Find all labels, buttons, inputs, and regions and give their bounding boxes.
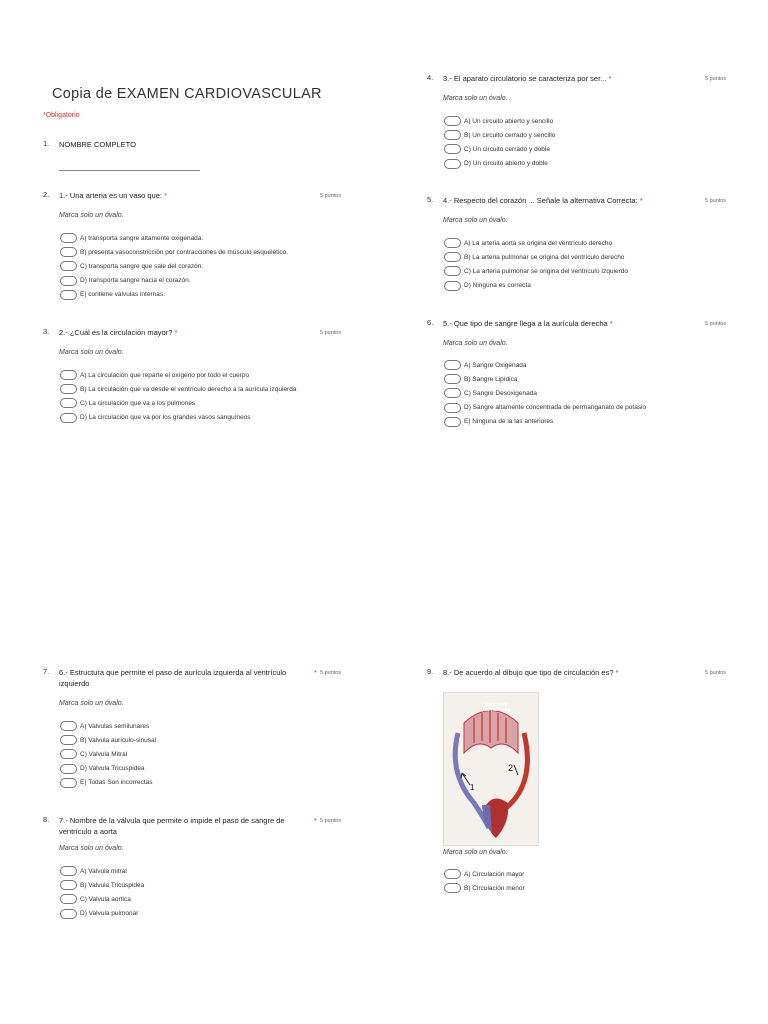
- option-label: D) Valvula Tricuspidea: [80, 765, 145, 773]
- question-number: 9.: [427, 667, 434, 676]
- option-label: D) La circulación que va por los grandes vasos sanguíneos: [80, 414, 251, 422]
- points-label: 5 puntos: [320, 330, 342, 336]
- radio-oval[interactable]: [60, 276, 77, 286]
- option-row[interactable]: [60, 878, 144, 892]
- radio-oval[interactable]: [444, 130, 461, 140]
- radio-oval[interactable]: [60, 370, 77, 380]
- required-note: *Obligatorio: [43, 112, 80, 119]
- required-star: *: [314, 816, 317, 825]
- option-row[interactable]: [60, 411, 251, 425]
- option-label: A) La arteria aorta se origina del ventrículo derecho: [464, 239, 613, 247]
- points-label: 5 puntos: [705, 670, 727, 676]
- radio-oval[interactable]: [444, 159, 461, 169]
- question-text: [443, 318, 693, 329]
- question-text-content: 5.- Que tipo de sangre llega a la aurícula derecha: [443, 319, 608, 328]
- option-row[interactable]: [444, 157, 548, 171]
- option-row[interactable]: [444, 401, 646, 415]
- question-number: 2.: [43, 190, 50, 199]
- option-row[interactable]: [60, 274, 191, 288]
- radio-oval[interactable]: [60, 721, 77, 731]
- question-text: [443, 73, 693, 84]
- option-label: B) presenta vasoconstricción por contracciones de músculo esquelético.: [80, 248, 289, 256]
- radio-oval[interactable]: [60, 247, 77, 257]
- question-number: 7.: [43, 667, 50, 676]
- question-text-content: 8.- De acuerdo al dibujo que tipo de circulación es?: [443, 668, 614, 677]
- radio-oval[interactable]: [60, 398, 77, 408]
- option-label: C) Valvula aortica: [80, 895, 131, 903]
- question-number: 5.: [427, 195, 434, 204]
- question-text: [59, 667, 299, 689]
- points-label: 5 puntos: [320, 670, 342, 676]
- points-label: 5 puntos: [320, 818, 342, 824]
- option-label: B) Valvula auriculo-sinusal: [80, 736, 157, 744]
- option-row[interactable]: [60, 259, 203, 273]
- radio-oval[interactable]: [444, 869, 461, 879]
- option-row[interactable]: [60, 907, 138, 921]
- option-label: A) Valvulas semilunares: [80, 722, 150, 730]
- question-number: 4.: [427, 73, 434, 82]
- option-row[interactable]: [60, 231, 203, 245]
- radio-oval[interactable]: [444, 144, 461, 154]
- circulation-diagram: [443, 692, 539, 846]
- option-label: E) Ninguna de la las anteriores: [464, 418, 554, 426]
- option-row[interactable]: [444, 250, 624, 264]
- question-text-content: 1.- Una arteria es un vaso que:: [59, 191, 162, 200]
- page-title: Copia de EXAMEN CARDIOVASCULAR: [52, 86, 322, 102]
- required-star: *: [609, 319, 613, 328]
- points-label: 5 puntos: [320, 193, 342, 199]
- radio-oval[interactable]: [60, 413, 77, 423]
- question-number: 3.: [43, 327, 50, 336]
- instruction-hint: Marca solo un óvalo.: [443, 340, 508, 347]
- question-text: [59, 190, 309, 201]
- question-number: 8.: [43, 815, 50, 824]
- points-label: 5 puntos: [705, 321, 727, 327]
- option-label: A) Un circuito abierto y sencillo: [464, 117, 554, 125]
- option-label: C) La circulación que va a los pulmones: [80, 399, 196, 407]
- question-text: [59, 327, 309, 338]
- instruction-hint: Marca solo un óvalo.: [59, 845, 124, 852]
- radio-oval[interactable]: [60, 749, 77, 759]
- option-row[interactable]: [444, 128, 555, 142]
- required-star: *: [314, 668, 317, 677]
- option-label: A) Circulación mayor: [464, 870, 525, 878]
- option-row[interactable]: [444, 114, 553, 128]
- option-row[interactable]: [60, 733, 156, 747]
- instruction-hint: Marca solo un óvalo.: [443, 849, 508, 856]
- instruction-hint: Marca solo un óvalo.: [59, 700, 124, 707]
- option-row[interactable]: [444, 358, 527, 372]
- option-row[interactable]: [444, 867, 524, 881]
- radio-oval[interactable]: [60, 866, 77, 876]
- option-row[interactable]: [444, 264, 628, 278]
- question-text-content: 3.- El aparato circulatorio se caracteriza por ser...: [443, 74, 607, 83]
- radio-oval[interactable]: [444, 388, 461, 398]
- instruction-hint: Marca solo un óvalo.: [59, 349, 124, 356]
- question-text-content: 2.- ¿Cuál es la circulación mayor?: [59, 328, 173, 337]
- option-label: D) Valvula pulmonar: [80, 910, 139, 918]
- radio-oval[interactable]: [444, 883, 461, 893]
- question-text: NOMBRE COMPLETO: [59, 140, 136, 149]
- instruction-hint: Marca solo un óvalo.: [443, 217, 508, 224]
- option-row[interactable]: [60, 892, 131, 906]
- instruction-hint: Marca solo un óvalo.: [59, 212, 124, 219]
- radio-oval[interactable]: [444, 281, 461, 291]
- radio-oval[interactable]: [60, 384, 77, 394]
- figure-arrow-label-2: 2: [508, 763, 514, 773]
- points-label: 5 puntos: [705, 76, 727, 82]
- option-label: C) Valvula Mitral: [80, 750, 128, 758]
- radio-oval[interactable]: [60, 909, 77, 919]
- radio-oval[interactable]: [444, 403, 461, 413]
- question-number: 1.: [43, 139, 50, 148]
- option-label: B) Un circuito cerrado y sencillo: [464, 131, 556, 139]
- option-label: A) Sangre Oxigenada: [464, 361, 527, 369]
- option-label: B) Valvula Tricuspidea: [80, 881, 145, 889]
- radio-oval[interactable]: [444, 116, 461, 126]
- radio-oval[interactable]: [444, 238, 461, 248]
- radio-oval[interactable]: [444, 374, 461, 384]
- required-star: *: [174, 328, 178, 337]
- required-star: *: [164, 191, 167, 200]
- option-row[interactable]: [60, 288, 165, 302]
- option-row[interactable]: [60, 864, 127, 878]
- question-text: [443, 195, 693, 206]
- option-label: E) Todas Son incorrectas: [80, 779, 153, 787]
- option-row[interactable]: [444, 386, 537, 400]
- option-label: D) Sangre altamente concentrada de permanganato de potasio: [464, 404, 647, 412]
- option-label: E) contiene válvulas internas.: [80, 291, 165, 299]
- circulation-illustration: [444, 693, 538, 845]
- radio-oval[interactable]: [444, 266, 461, 276]
- option-label: A) La circulación que reparte el oxígeno por todo el cuerpo: [80, 371, 250, 379]
- option-row[interactable]: [444, 881, 525, 895]
- option-label: A) Valvula mitral: [80, 867, 127, 875]
- option-label: D) Ninguna es correcta: [464, 282, 531, 290]
- radio-oval[interactable]: [444, 417, 461, 427]
- option-row[interactable]: [60, 719, 149, 733]
- radio-oval[interactable]: [60, 880, 77, 890]
- name-answer-field[interactable]: [59, 169, 200, 171]
- required-star: *: [615, 668, 619, 677]
- option-label: C) Sangre Desoxigenada: [464, 389, 537, 397]
- option-label: C) La arteria pulmonar se origina del ventrículo Izquierdo: [464, 267, 629, 275]
- question-text: [59, 815, 299, 837]
- required-star: *: [639, 196, 643, 205]
- option-label: B) La arteria pulmonar se origina del ventrículo derecho: [464, 253, 625, 261]
- radio-oval[interactable]: [444, 360, 461, 370]
- option-row[interactable]: [444, 372, 517, 386]
- option-label: C) Un circuito cerrado y doble: [464, 145, 550, 153]
- option-row[interactable]: [60, 396, 195, 410]
- question-text-content: 6.- Estructura que permite el paso de aurícula izquierda al ventrículo izquierdo: [59, 668, 287, 688]
- option-row[interactable]: [60, 762, 145, 776]
- question-text-content: 4.- Respecto del corazón ... Señale la alternativa Correcta:: [443, 196, 638, 205]
- option-row[interactable]: [60, 776, 153, 790]
- option-row[interactable]: [60, 245, 288, 259]
- option-label: B) Sangre Lipídica: [464, 375, 518, 383]
- option-label: A) transporta sangre altamente oxigenada.: [80, 234, 204, 242]
- radio-oval[interactable]: [60, 290, 77, 300]
- radio-oval[interactable]: [60, 233, 77, 243]
- option-row[interactable]: [60, 368, 249, 382]
- option-row[interactable]: [444, 415, 553, 429]
- option-row[interactable]: [444, 279, 531, 293]
- option-row[interactable]: [444, 236, 612, 250]
- radio-oval[interactable]: [60, 735, 77, 745]
- radio-oval[interactable]: [60, 764, 77, 774]
- question-number: 6.: [427, 318, 434, 327]
- option-label: C) transporta sangre que sale del corazón.: [80, 262, 204, 270]
- option-label: D) transporta sangre hacia el corazón.: [80, 277, 191, 285]
- radio-oval[interactable]: [60, 261, 77, 271]
- radio-oval[interactable]: [444, 252, 461, 262]
- radio-oval[interactable]: [60, 894, 77, 904]
- question-text: [443, 667, 693, 678]
- option-label: D) Un circuito abierto y doble: [464, 160, 548, 168]
- figure-caption: Capilares pulmonares: [481, 702, 511, 713]
- question-text-content: 7.- Nombre de la válvula que permite o impide el paso de sangre de ventrículo a aorta: [59, 816, 285, 836]
- points-label: 5 puntos: [705, 198, 727, 204]
- figure-arrow-label-1: 1: [470, 783, 475, 792]
- option-row[interactable]: [60, 382, 296, 396]
- radio-oval[interactable]: [60, 778, 77, 788]
- instruction-hint: Marca solo un óvalo.: [443, 95, 508, 102]
- required-star: *: [608, 74, 612, 83]
- option-row[interactable]: [444, 142, 550, 156]
- option-label: B) La circulación que va desde el ventrículo derecho a la aurícula izquierda: [80, 385, 297, 393]
- option-label: B) Circulación menor: [464, 884, 525, 892]
- option-row[interactable]: [60, 747, 127, 761]
